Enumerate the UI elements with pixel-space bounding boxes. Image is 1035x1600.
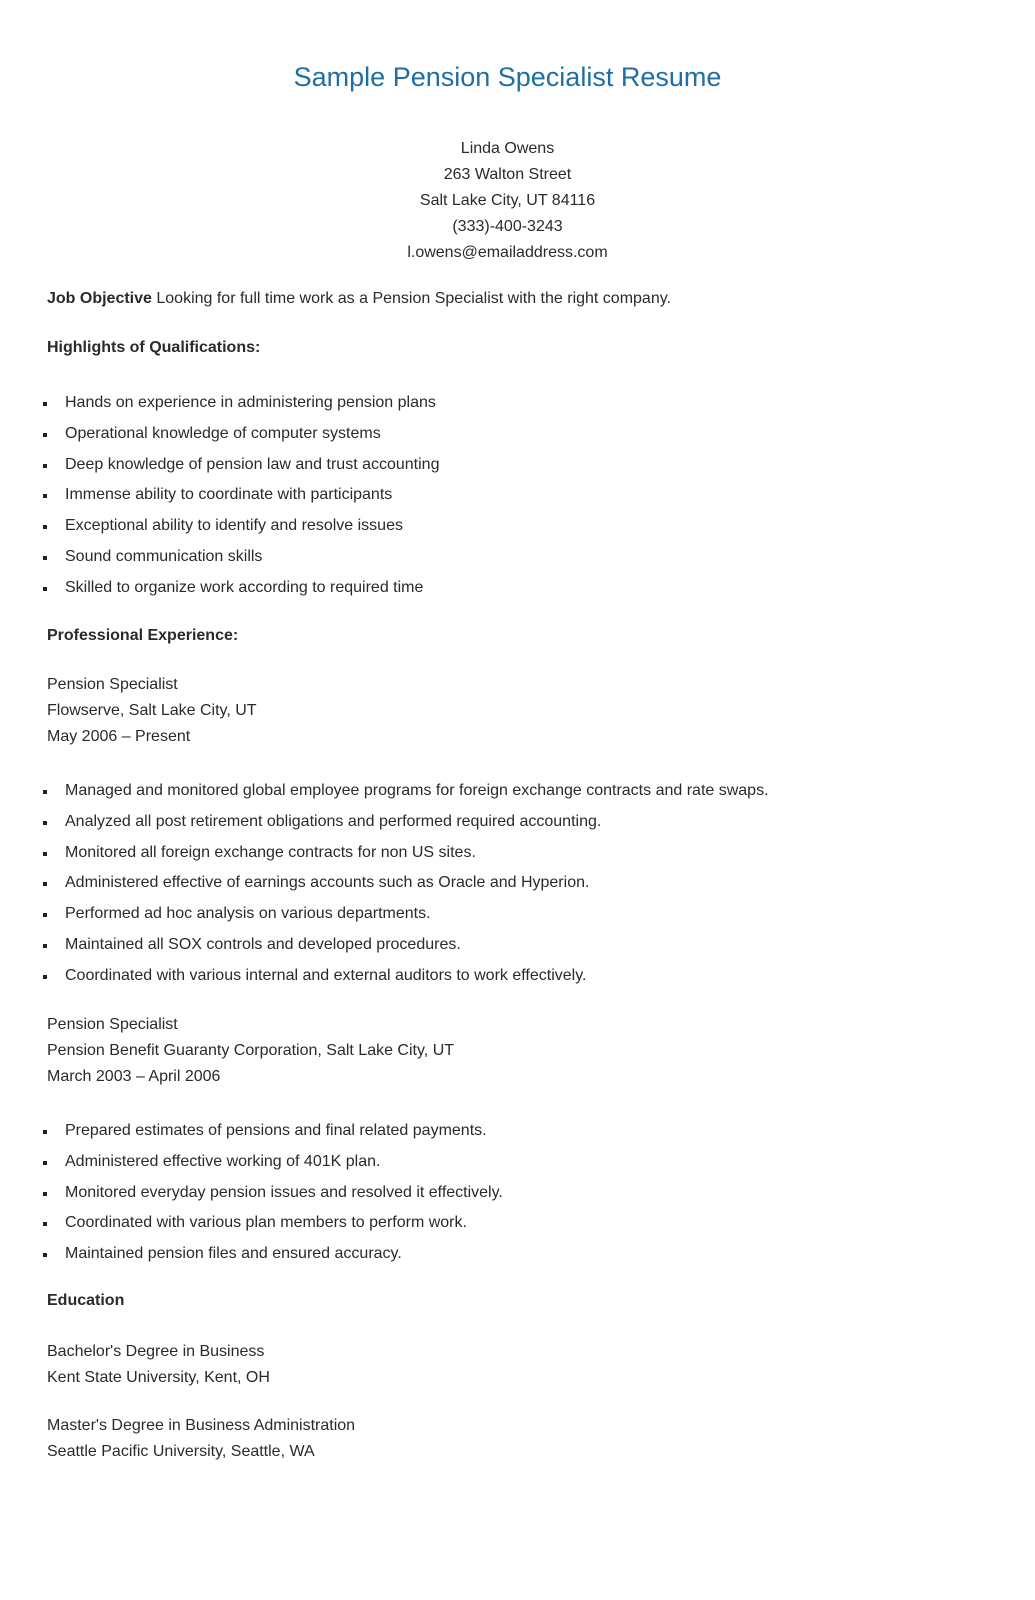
list-item: Monitored everyday pension issues and resolved it effectively. <box>40 1180 503 1211</box>
job-objective <box>47 290 671 308</box>
highlights-heading: Highlights of Qualifications: <box>47 339 261 356</box>
list-item: Administered effective of earnings accounts such as Oracle and Hyperion. <box>40 870 769 901</box>
list-item: Analyzed all post retirement obligations and performed required accounting. <box>40 809 769 840</box>
job-title: Pension Specialist <box>47 1016 178 1033</box>
list-item: Immense ability to coordinate with participants <box>40 482 439 513</box>
job-title: Pension Specialist <box>47 676 178 693</box>
highlights-list <box>40 390 439 606</box>
contact-block <box>0 136 1015 266</box>
list-item: Managed and monitored global employee programs for foreign exchange contracts and rate swaps. <box>40 778 769 809</box>
list-item: Hands on experience in administering pension plans <box>40 390 439 421</box>
list-item: Deep knowledge of pension law and trust accounting <box>40 452 439 483</box>
list-item: Operational knowledge of computer systems <box>40 421 439 452</box>
list-item: Administered effective working of 401K plan. <box>40 1149 503 1180</box>
list-item: Skilled to organize work according to required time <box>40 575 439 606</box>
list-item: Prepared estimates of pensions and final related payments. <box>40 1118 503 1149</box>
list-item: Maintained all SOX controls and developed procedures. <box>40 932 769 963</box>
job-dates: May 2006 – Present <box>47 728 191 745</box>
page-title: Sample Pension Specialist Resume <box>293 62 722 92</box>
job-bullets <box>40 778 769 994</box>
list-item: Sound communication skills <box>40 544 439 575</box>
education-heading: Education <box>47 1292 125 1309</box>
job-bullets <box>40 1118 503 1272</box>
education-entry <box>47 1339 270 1391</box>
job-company: Flowserve, Salt Lake City, UT <box>47 702 257 719</box>
degree: Bachelor's Degree in Business <box>47 1343 265 1360</box>
list-item: Performed ad hoc analysis on various departments. <box>40 901 769 932</box>
contact-name: Linda Owens <box>460 140 555 157</box>
school: Seattle Pacific University, Seattle, WA <box>47 1443 315 1460</box>
contact-city: Salt Lake City, UT 84116 <box>419 192 596 209</box>
list-item: Monitored all foreign exchange contracts for non US sites. <box>40 840 769 871</box>
job-company: Pension Benefit Guaranty Corporation, Salt Lake City, UT <box>47 1042 455 1059</box>
job-header <box>47 672 257 750</box>
list-item: Coordinated with various internal and external auditors to work effectively. <box>40 963 769 994</box>
list-item: Coordinated with various plan members to perform work. <box>40 1210 503 1241</box>
list-item: Exceptional ability to identify and resolve issues <box>40 513 439 544</box>
job-header <box>47 1012 454 1090</box>
degree: Master's Degree in Business Administration <box>47 1417 356 1434</box>
contact-phone: (333)-400-3243 <box>452 218 563 235</box>
objective-text: Looking for full time work as a Pension Specialist with the right company. <box>151 290 671 307</box>
contact-email: l.owens@emailaddress.com <box>407 244 608 261</box>
contact-street: 263 Walton Street <box>443 166 572 183</box>
experience-heading: Professional Experience: <box>47 627 239 644</box>
school: Kent State University, Kent, OH <box>47 1369 270 1386</box>
list-item: Maintained pension files and ensured accuracy. <box>40 1241 503 1272</box>
education-entry <box>47 1413 355 1465</box>
objective-label: Job Objective <box>47 290 152 307</box>
job-dates: March 2003 – April 2006 <box>47 1068 221 1085</box>
